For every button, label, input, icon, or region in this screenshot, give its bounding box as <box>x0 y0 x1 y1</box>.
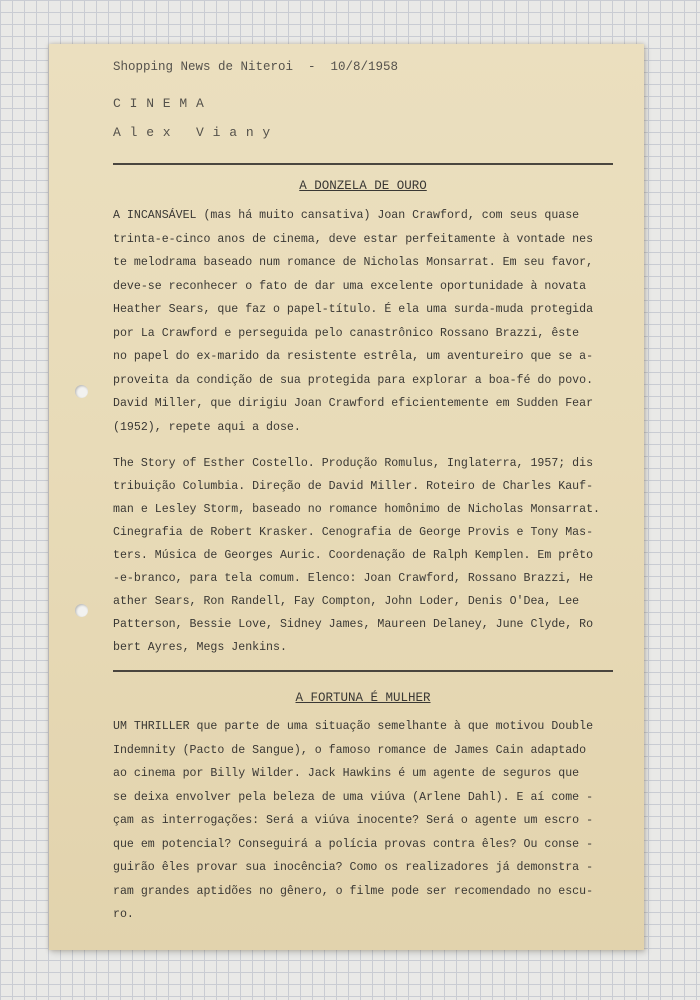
text-line: Heather Sears, que faz o papel-título. É ela uma surda-muda protegida <box>113 303 594 316</box>
review-1-body <box>113 204 623 439</box>
author-name: A l e x V i a n y <box>113 125 271 140</box>
text-line: tribuição Columbia. Direção de David Miller. Roteiro de Charles Kauf- <box>113 480 594 493</box>
text-line: ather Sears, Ron Randell, Fay Compton, John Loder, Denis O'Dea, Lee <box>113 595 580 608</box>
text-line: (1952), repete aqui a dose. <box>113 420 301 434</box>
text-line: Indemnity (Pacto de Sangue), o famoso romance de James Cain adaptado <box>113 743 587 757</box>
review-1-credits <box>113 452 623 659</box>
text-line: David Miller, que dirigiu Joan Crawford eficientemente em Sudden Fear <box>113 397 594 410</box>
text-line: se deixa envolver pela beleza de uma viúva (Arlene Dahl). E aí come - <box>113 790 594 804</box>
review-2-title: A FORTUNA É MULHER <box>295 691 431 705</box>
section-title: C I N E M A <box>113 96 205 111</box>
text-line: no papel do ex-marido da resistente estrêla, um aventureiro que se a- <box>113 350 594 363</box>
text-line: man e Lesley Storm, baseado no romance homônimo de Nicholas Monsarrat. <box>113 503 601 516</box>
divider-top <box>113 163 613 165</box>
text-line: proveita da condição de sua protegida para explorar a boa-fé do povo. <box>113 373 594 387</box>
review-2-body <box>113 715 623 927</box>
text-line: UM THRILLER que parte de uma situação semelhante à que motivou Double <box>113 720 594 733</box>
text-line: te melodrama baseado num romance de Nicholas Monsarrat. Em seu favor, <box>113 256 594 269</box>
typewritten-page <box>49 44 644 950</box>
text-line: A INCANSÁVEL (mas há muito cansativa) Joan Crawford, com seus quase <box>113 209 580 222</box>
text-line: ters. Música de Georges Auric. Coordenação de Ralph Kemplen. Em prêto <box>113 549 594 562</box>
text-line: Cinegrafia de Robert Krasker. Cenografia de George Provis e Tony Mas- <box>113 526 594 539</box>
punch-hole-top <box>75 385 88 398</box>
divider-middle <box>113 670 613 672</box>
text-line: bert Ayres, Megs Jenkins. <box>113 641 287 654</box>
text-line: -e-branco, para tela comum. Elenco: Joan Crawford, Rossano Brazzi, He <box>113 572 594 585</box>
text-line: ao cinema por Billy Wilder. Jack Hawkins é um agente de seguros que <box>113 767 580 780</box>
text-line: deve-se reconhecer o fato de dar uma excelente oportunidade à novata <box>113 279 587 293</box>
text-line: por La Crawford e perseguida pelo canastrônico Rossano Brazzi, êste <box>113 326 580 340</box>
text-line: The Story of Esther Costello. Produção Romulus, Inglaterra, 1957; dis <box>113 457 594 470</box>
review-1-title: A DONZELA DE OURO <box>299 179 427 193</box>
text-line: çam as interrogações: Será a viúva inocente? Será o agente um escro - <box>113 814 594 827</box>
text-line: Patterson, Bessie Love, Sidney James, Maureen Delaney, June Clyde, Ro <box>113 618 594 631</box>
text-line: guirão êles provar sua inocência? Como os realizadores já demonstra - <box>113 861 594 874</box>
text-line: que em potencial? Conseguirá a polícia provas contra êles? Ou conse - <box>113 837 594 851</box>
punch-hole-bottom <box>75 604 88 617</box>
source-line: Shopping News de Niteroi - 10/8/1958 <box>113 60 399 74</box>
text-line: ro. <box>113 908 134 921</box>
text-line: trinta-e-cinco anos de cinema, deve estar perfeitamente à vontade nes <box>113 232 594 246</box>
text-line: ram grandes aptidões no gênero, o filme pode ser recomendado no escu- <box>113 884 594 898</box>
